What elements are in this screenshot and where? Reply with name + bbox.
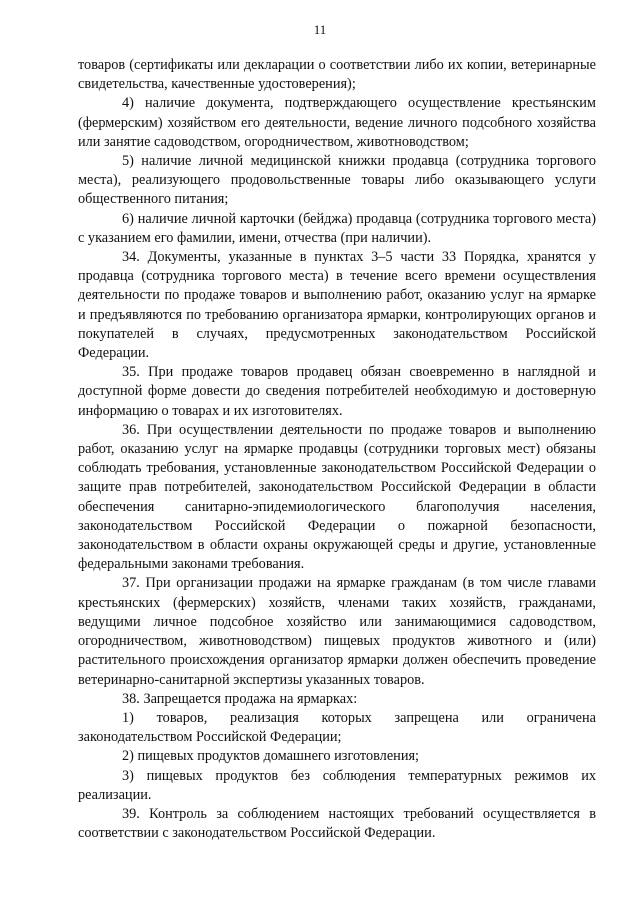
paragraph-38-item-3: 3) пищевых продуктов без соблюдения температурных режимов их реализации. bbox=[78, 767, 596, 803]
paragraph-38: 38. Запрещается продажа на ярмарках: bbox=[122, 690, 358, 707]
paragraph-item-4: 4) наличие документа, подтверждающего осуществление крестьянским (фермерским) хозяйством его деятельности, ведение личного подсобного хозяйства или занятие садоводством, огородничеством, животноводством; bbox=[78, 95, 596, 150]
paragraph-38-item-2: 2) пищевых продуктов домашнего изготовления; bbox=[122, 748, 420, 765]
paragraph-39: 39. Контроль за соблюдением настоящих требований осуществляется в соответствии с законодательством Российской Федерации. bbox=[78, 805, 596, 842]
paragraph-continuation: товаров (сертификаты или декларации о соответствии либо их копии, ветеринарные свидетельства, качественные удостоверения); bbox=[78, 57, 596, 93]
page-number: 11 bbox=[313, 22, 327, 37]
paragraph-37: 37. При организации продажи на ярмарке гражданам (в том числе главами крестьянских (фермерских) хозяйств, членами таких хозяйств, гражданами, ведущими личное подсобное хозяйство или занимающимися садоводством, огородничеством, животноводством) пищевых продуктов животного и (или) растительного происхождения организатор ярмарки должен обеспечить проведение ветеринарно-санитарной экспертизы указанных товаров. bbox=[78, 575, 596, 688]
paragraph-34: 34. Документы, указанные в пунктах 3–5 части 33 Порядка, хранятся у продавца (сотрудника торгового места) в течение всего времени осуществления деятельности по продаже товаров и выполнению работ, оказанию услуг на ярмарке и предъявляются по требованию организатора ярмарки, контролирующих органов и покупателей в случаях, предусмотренных законодательством Российской Федерации. bbox=[78, 249, 596, 362]
paragraph-36: 36. При осуществлении деятельности по продаже товаров и выполнению работ, оказанию услуг на ярмарке продавцы (сотрудники торговых мест) обязаны соблюдать требования, установленные законодательством Российской Федерации о защите прав потребителей, законодательством Российской Федерации в области обеспечения санитарно-эпидемиологического благополучия населения, законодательством Российской Федерации о пожарной безопасности, законодательством в области охраны окружающей среды и другие, установленные федеральными законами требования. bbox=[78, 421, 596, 573]
paragraph-35: 35. При продаже товаров продавец обязан своевременно в наглядной и доступной форме довести до сведения потребителей необходимую и достоверную информацию о товарах и их изготовителях. bbox=[78, 364, 596, 419]
paragraph-item-5: 5) наличие личной медицинской книжки продавца (сотрудника торгового места), реализующего продовольственные товары либо оказывающего услуги общественного питания; bbox=[78, 153, 596, 208]
paragraph-item-6: 6) наличие личной карточки (бейджа) продавца (сотрудника торгового места) с указанием его фамилии, имени, отчества (при наличии). bbox=[78, 210, 596, 246]
paragraph-38-item-1: 1) товаров, реализация которых запрещена или ограничена законодательством Российской Федерации; bbox=[78, 709, 596, 746]
document-body bbox=[78, 56, 596, 843]
